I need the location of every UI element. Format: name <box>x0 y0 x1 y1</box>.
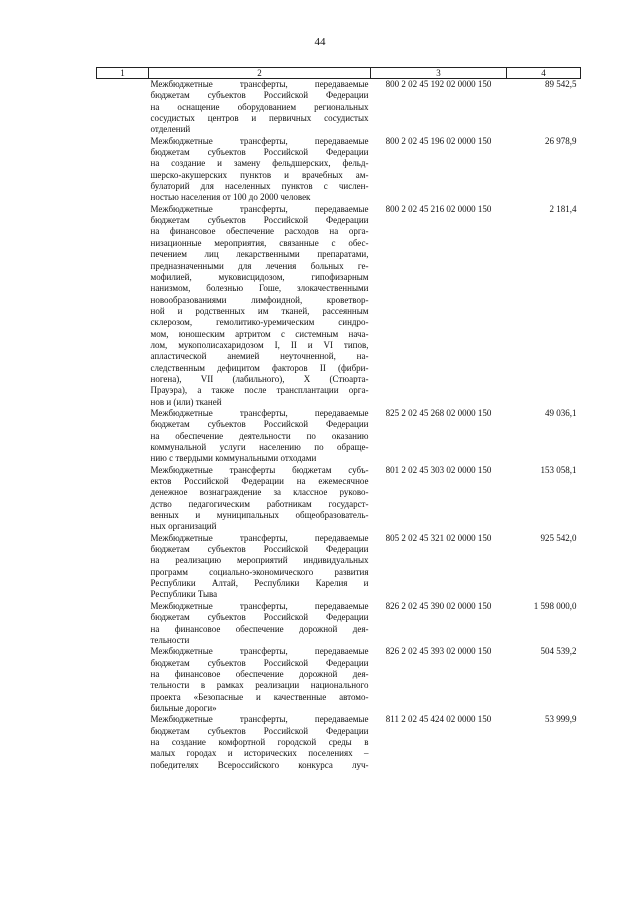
transfer-name-line: на оснащение оборудованием региональных <box>150 101 369 112</box>
row-number-cell <box>97 465 149 533</box>
transfer-name-cell <box>149 204 371 408</box>
transfer-name-line: на обеспечение деятельности по оказанию <box>150 430 369 441</box>
row-number-cell <box>97 204 149 408</box>
transfer-name-line: низационные мероприятия, связанные с обес- <box>150 237 369 248</box>
transfer-name-line: бильные дороги» <box>150 702 217 713</box>
transfer-name-line: мофилией, муковисцидозом, гипофизарным <box>150 271 369 282</box>
transfer-name-line: Республики Тыва <box>150 589 218 600</box>
transfer-name-line: Межбюджетные трансферты, передаваемые <box>150 646 369 657</box>
table-row <box>97 465 581 533</box>
transfer-name-line: Прауэра), а также после трансплантации орга- <box>150 385 369 396</box>
budget-code-cell: 805 2 02 45 321 02 0000 150 <box>385 532 492 543</box>
transfer-name-line: проекта «Безопасные и качественные автомо- <box>150 691 369 702</box>
transfer-name-line: бюджетам субъектов Российской Федерации <box>150 90 369 101</box>
table-row <box>97 646 581 714</box>
header-col-1: 1 <box>97 68 149 79</box>
budget-code-cell: 800 2 02 45 216 02 0000 150 <box>385 203 492 214</box>
transfer-name-line: победителях Всероссийского конкурса луч- <box>150 759 369 770</box>
budget-code-cell: 800 2 02 45 192 02 0000 150 <box>385 79 492 89</box>
table-row <box>97 204 581 408</box>
transfer-name-line: венных и муниципальных общеобразователь- <box>150 510 369 521</box>
transfer-name-cell <box>149 79 371 136</box>
transfer-name-line: ностью населения от 100 до 2000 человек <box>150 192 311 203</box>
budget-code-cell: 826 2 02 45 390 02 0000 150 <box>385 600 492 611</box>
table-row <box>97 136 581 204</box>
transfer-name-cell <box>149 533 371 601</box>
budget-code-cell: 811 2 02 45 424 02 0000 150 <box>385 714 492 725</box>
table-header <box>97 68 581 79</box>
page-number: 44 <box>314 36 326 48</box>
transfer-name-line: отделений <box>150 124 191 135</box>
header-col-3: 3 <box>371 68 507 79</box>
amount-cell: 53 999,9 <box>545 714 577 725</box>
budget-table <box>96 67 581 771</box>
transfer-name-line: шерско-акушерских пунктов и врачебных ам- <box>150 169 369 180</box>
transfer-name-cell <box>149 601 371 646</box>
row-number-cell <box>97 533 149 601</box>
transfer-name-cell <box>149 136 371 204</box>
budget-code-cell: 825 2 02 45 268 02 0000 150 <box>385 407 492 418</box>
header-col-4: 4 <box>507 68 581 79</box>
header-col-2: 2 <box>149 68 371 79</box>
transfer-name-line: на финансовое обеспечение дорожной дея- <box>150 668 369 679</box>
transfer-name-line: коммунальной услуги населению по обраще- <box>150 442 369 452</box>
transfer-name-line: малых городах и исторических поселениях – <box>150 748 369 759</box>
transfer-name-line: Межбюджетные трансферты, передаваемые <box>150 714 369 725</box>
transfer-name-line: на создание и замену фельдшерских, фельд- <box>150 158 369 169</box>
transfer-name-line: сосудистых центров и первичных сосудистых <box>150 113 369 124</box>
transfer-name-line: на финансовое обеспечение расходов на орга- <box>150 226 369 237</box>
amount-cell: 89 542,5 <box>545 79 577 89</box>
row-number-cell <box>97 136 149 204</box>
transfer-name-line: лом, мукополисахаридозом I, II и VI типов, <box>150 339 369 350</box>
amount-cell: 2 181,4 <box>549 203 577 214</box>
transfer-name-line: Межбюджетные трансферты, передаваемые <box>150 600 369 611</box>
table-row <box>97 714 581 771</box>
transfer-name-line: Республики Алтай, Республики Карелия и <box>150 578 369 589</box>
amount-cell: 1 598 000,0 <box>533 600 577 611</box>
transfer-name-line: печением лиц лекарственными препаратами, <box>150 249 369 260</box>
table-row <box>97 408 581 465</box>
transfer-name-line: бюджетам субъектов Российской Федерации <box>150 725 369 736</box>
transfer-name-line: булаторий для населенных пунктов с числен- <box>150 181 369 192</box>
transfer-name-cell <box>149 646 371 714</box>
transfer-name-line: Межбюджетные трансферты, передаваемые <box>150 79 369 89</box>
transfer-name-line: нанизмом, болезнью Гоше, злокачественными <box>150 283 369 294</box>
transfer-name-line: денежное вознаграждение за классное руково- <box>150 487 369 498</box>
amount-cell: 153 058,1 <box>540 464 577 475</box>
transfer-name-line: следственным дефицитом факторов II (фибри- <box>150 362 369 373</box>
transfer-name-line: бюджетам субъектов Российской Федерации <box>150 215 369 226</box>
row-number-cell <box>97 408 149 465</box>
transfer-name-line: дство педагогическим работникам государст- <box>150 498 369 509</box>
transfer-name-line: апластической анемией неуточненной, на- <box>150 351 369 362</box>
transfer-name-cell <box>149 408 371 465</box>
row-number-cell <box>97 79 149 136</box>
transfer-name-line: Межбюджетные трансферты, передаваемые <box>150 407 369 418</box>
row-number-cell <box>97 646 149 714</box>
transfer-name-line: на финансовое обеспечение дорожной дея- <box>150 623 369 634</box>
transfer-name-line: Межбюджетные трансферты бюджетам субъ- <box>150 464 369 475</box>
transfer-name-line: тельности <box>150 634 190 645</box>
transfer-name-line: предназначенными для лечения больных ге- <box>150 260 369 271</box>
transfer-name-line: бюджетам субъектов Российской Федерации <box>150 612 369 623</box>
transfer-name-cell <box>149 714 371 771</box>
transfer-name-line: ной и родственных им тканей, рассеянным <box>150 305 369 316</box>
transfer-name-line: Межбюджетные трансферты, передаваемые <box>150 203 369 214</box>
transfer-name-line: тельности в рамках реализации национального <box>150 680 369 691</box>
table-row <box>97 601 581 646</box>
transfer-name-line: на реализацию мероприятий индивидуальных <box>150 555 369 566</box>
budget-code-cell: 826 2 02 45 393 02 0000 150 <box>385 646 492 657</box>
transfer-name-line: бюджетам субъектов Российской Федерации <box>150 544 369 555</box>
transfer-name-line: бюджетам субъектов Российской Федерации <box>150 419 369 430</box>
transfer-name-line: нию с твердыми коммунальными отходами <box>150 453 317 464</box>
transfer-name-line: ных организаций <box>150 521 217 532</box>
transfer-name-line: ектов Российской Федерации на ежемесячное <box>150 476 369 487</box>
table-body <box>97 79 581 771</box>
amount-cell: 504 539,2 <box>540 646 577 657</box>
transfer-name-line: Межбюджетные трансферты, передаваемые <box>150 532 369 543</box>
amount-cell: 49 036,1 <box>545 407 577 418</box>
row-number-cell <box>97 714 149 771</box>
budget-code-cell: 800 2 02 45 196 02 0000 150 <box>385 135 492 146</box>
transfer-name-line: на создание комфортной городской среды в <box>150 736 369 747</box>
amount-cell: 925 542,0 <box>540 532 577 543</box>
transfer-name-cell <box>149 465 371 533</box>
table-row <box>97 533 581 601</box>
transfer-name-line: ногена), VII (лабильного), X (Стюарта- <box>150 373 369 384</box>
budget-code-cell: 801 2 02 45 303 02 0000 150 <box>385 464 492 475</box>
amount-cell: 26 978,9 <box>545 135 577 146</box>
transfer-name-line: бюджетам субъектов Российской Федерации <box>150 147 369 158</box>
row-number-cell <box>97 601 149 646</box>
table-row <box>97 79 581 136</box>
transfer-name-line: Межбюджетные трансферты, передаваемые <box>150 135 369 146</box>
transfer-name-line: бюджетам субъектов Российской Федерации <box>150 657 369 668</box>
transfer-name-line: нов и (или) тканей <box>150 396 222 407</box>
transfer-name-line: программ социально-экономического развития <box>150 566 369 577</box>
transfer-name-line: мом, юношеским артритом с системным нача- <box>150 328 369 339</box>
transfer-name-line: склерозом, гемолитико-уремическим синдро- <box>150 317 369 328</box>
transfer-name-line: новообразованиями лимфоидной, кроветвор- <box>150 294 369 305</box>
